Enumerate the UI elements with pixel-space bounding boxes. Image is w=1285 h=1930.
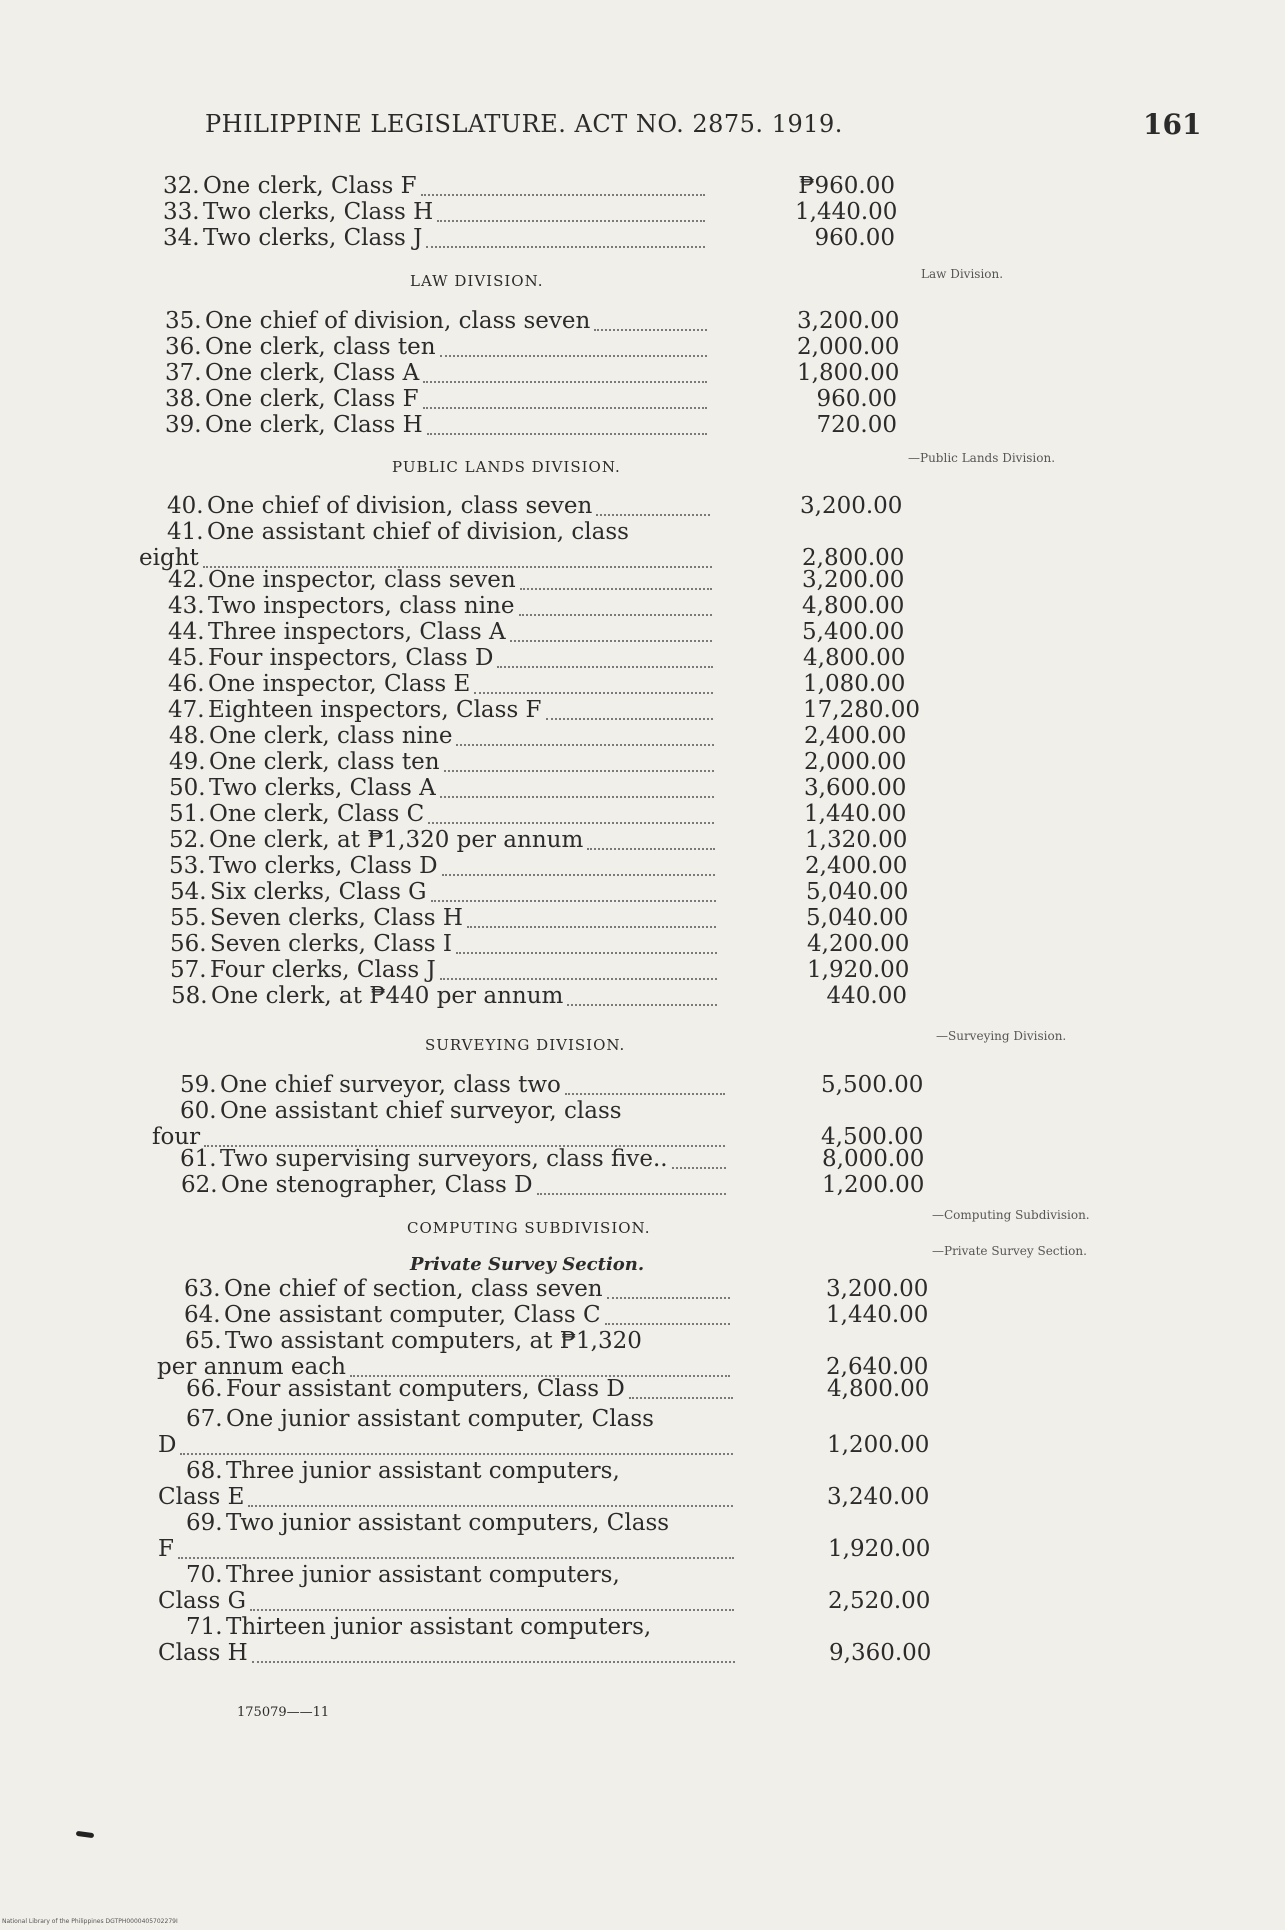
item-amount: 3,200.00 xyxy=(800,493,903,519)
leader-dots xyxy=(546,718,713,720)
leader-dots xyxy=(248,1505,733,1507)
leader-dots xyxy=(423,381,707,383)
item-amount: 5,500.00 xyxy=(821,1072,924,1098)
leader-dots xyxy=(456,952,717,954)
margin-note-public-lands: —Public Lands Division. xyxy=(908,451,1056,465)
item-amount: 1,920.00 xyxy=(828,1536,931,1562)
item-amount: 1,800.00 xyxy=(797,360,900,386)
item-number: 45. xyxy=(168,645,205,671)
leader-dots xyxy=(672,1167,726,1169)
item-amount: 3,600.00 xyxy=(804,775,907,801)
item-description: One assistant chief of division, class xyxy=(207,519,629,545)
item-description: One chief surveyor, class two xyxy=(220,1072,561,1098)
leader-dots xyxy=(252,1661,735,1663)
item-number: 50. xyxy=(169,775,206,801)
item-amount: 1,200.00 xyxy=(827,1432,930,1458)
item-description: One chief of division, class seven xyxy=(205,308,591,334)
item-amount: 2,000.00 xyxy=(797,334,900,360)
item-description: Two clerks, Class D xyxy=(209,853,438,879)
item-description: One clerk, Class F xyxy=(205,386,419,412)
leader-dots xyxy=(180,1453,733,1455)
section-heading-private-survey: Private Survey Section. xyxy=(410,1254,645,1275)
item-description: One inspector, class seven xyxy=(208,567,516,593)
item-amount: 1,320.00 xyxy=(805,827,908,853)
item-amount: 960.00 xyxy=(816,386,897,412)
item-number: 46. xyxy=(168,671,205,697)
leader-dots xyxy=(587,848,715,850)
item-description: Two assistant computers, at ₱1,320 xyxy=(225,1328,642,1354)
item-number: 60. xyxy=(180,1098,217,1124)
leader-dots xyxy=(178,1557,734,1559)
leader-dots xyxy=(427,433,707,435)
item-number: 67. xyxy=(186,1406,223,1432)
item-description: One assistant computer, Class C xyxy=(224,1302,601,1328)
item-description: Thirteen junior assistant computers, xyxy=(226,1614,652,1640)
leader-dots xyxy=(456,744,714,746)
margin-note-surveying: —Surveying Division. xyxy=(936,1029,1067,1043)
item-number: 49. xyxy=(169,749,206,775)
item-amount: 2,800.00 xyxy=(802,545,905,571)
item-amount: 1,920.00 xyxy=(807,957,910,983)
leader-dots xyxy=(440,796,714,798)
leader-dots xyxy=(431,900,716,902)
item-amount: 5,400.00 xyxy=(802,619,905,645)
item-number: 39. xyxy=(165,412,202,438)
item-description: One assistant chief surveyor, class xyxy=(220,1098,622,1124)
item-number: 33. xyxy=(163,199,200,225)
item-amount: 4,200.00 xyxy=(807,931,910,957)
leader-dots xyxy=(607,1297,730,1299)
item-number: 40. xyxy=(167,493,204,519)
item-number: 42. xyxy=(168,567,205,593)
section-heading-surveying: SURVEYING DIVISION. xyxy=(425,1036,626,1054)
item-number: 38. xyxy=(165,386,202,412)
item-description: One chief of division, class seven xyxy=(207,493,593,519)
item-description-continued: per annum each xyxy=(157,1354,346,1380)
item-amount: 1,440.00 xyxy=(795,199,898,225)
item-amount: 8,000.00 xyxy=(822,1146,925,1172)
item-number: 59. xyxy=(180,1072,217,1098)
item-number: 44. xyxy=(168,619,205,645)
item-description: Six clerks, Class G xyxy=(210,879,427,905)
item-amount: 1,080.00 xyxy=(803,671,906,697)
item-description: One clerk, Class H xyxy=(205,412,423,438)
item-description-continued: Class H xyxy=(158,1640,248,1666)
item-number: 63. xyxy=(184,1276,221,1302)
leader-dots xyxy=(567,1004,717,1006)
item-number: 52. xyxy=(169,827,206,853)
leader-dots xyxy=(510,640,712,642)
item-amount: 3,200.00 xyxy=(797,308,900,334)
item-amount: 4,800.00 xyxy=(803,645,906,671)
item-amount: 2,400.00 xyxy=(804,723,907,749)
leader-dots xyxy=(442,874,715,876)
item-description-continued: Class G xyxy=(158,1588,246,1614)
item-number: 58. xyxy=(171,983,208,1009)
item-description: Two supervising surveyors, class five.. xyxy=(220,1146,668,1172)
item-amount: 2,000.00 xyxy=(804,749,907,775)
item-number: 34. xyxy=(163,225,200,251)
item-amount: 1,440.00 xyxy=(804,801,907,827)
item-description: One clerk, Class F xyxy=(203,173,417,199)
leader-dots xyxy=(596,514,710,516)
leader-dots xyxy=(594,329,707,331)
item-description: Four assistant computers, Class D xyxy=(226,1376,625,1402)
leader-dots xyxy=(428,822,714,824)
item-amount: 3,240.00 xyxy=(827,1484,930,1510)
leader-dots xyxy=(605,1323,730,1325)
leader-dots xyxy=(629,1397,733,1399)
item-description: Seven clerks, Class I xyxy=(210,931,452,957)
item-amount: 440.00 xyxy=(826,983,907,1009)
item-number: 54. xyxy=(170,879,207,905)
item-amount: 960.00 xyxy=(814,225,895,251)
item-description: Two clerks, Class H xyxy=(203,199,434,225)
item-description: One inspector, Class E xyxy=(208,671,471,697)
item-description: Three junior assistant computers, xyxy=(226,1562,620,1588)
item-number: 65. xyxy=(185,1328,222,1354)
item-description: Three inspectors, Class A xyxy=(208,619,506,645)
leader-dots xyxy=(519,614,712,616)
leader-dots xyxy=(440,355,707,357)
leader-dots xyxy=(423,407,707,409)
item-description: Four inspectors, Class D xyxy=(208,645,494,671)
item-description: One junior assistant computer, Class xyxy=(226,1406,654,1432)
item-amount: 9,360.00 xyxy=(829,1640,932,1666)
item-number: 68. xyxy=(186,1458,223,1484)
leader-dots xyxy=(444,770,714,772)
item-number: 66. xyxy=(186,1376,223,1402)
item-description: Seven clerks, Class H xyxy=(210,905,463,931)
item-amount: 3,200.00 xyxy=(802,567,905,593)
item-description: One clerk, at ₱1,320 per annum xyxy=(209,827,584,853)
running-header: PHILIPPINE LEGISLATURE. ACT NO. 2875. 1919. xyxy=(205,110,843,138)
item-number: 55. xyxy=(170,905,207,931)
margin-note-computing: —Computing Subdivision. xyxy=(932,1208,1090,1222)
item-number: 70. xyxy=(186,1562,223,1588)
leader-dots xyxy=(250,1609,734,1611)
item-amount: 1,440.00 xyxy=(826,1302,929,1328)
item-description: One chief of section, class seven xyxy=(224,1276,603,1302)
item-description: Two clerks, Class A xyxy=(209,775,436,801)
item-description: One clerk, at ₱440 per annum xyxy=(211,983,564,1009)
section-heading-computing: COMPUTING SUBDIVISION. xyxy=(407,1219,651,1237)
item-amount: 4,800.00 xyxy=(802,593,905,619)
item-description: One clerk, class ten xyxy=(209,749,440,775)
item-description: One clerk, Class A xyxy=(205,360,420,386)
item-description: One stenographer, Class D xyxy=(221,1172,533,1198)
item-number: 37. xyxy=(165,360,202,386)
item-number: 36. xyxy=(165,334,202,360)
item-number: 61. xyxy=(180,1146,217,1172)
item-number: 64. xyxy=(184,1302,221,1328)
item-description: One clerk, class nine xyxy=(209,723,453,749)
item-amount: 5,040.00 xyxy=(806,879,909,905)
item-amount: 3,200.00 xyxy=(826,1276,929,1302)
leader-dots xyxy=(474,692,713,694)
leader-dots xyxy=(421,194,705,196)
section-heading-public-lands: PUBLIC LANDS DIVISION. xyxy=(392,458,621,476)
item-amount: 5,040.00 xyxy=(806,905,909,931)
item-number: 32. xyxy=(163,173,200,199)
scan-stamp: National Library of the Philippines DGTPH0000405702279I xyxy=(2,1918,178,1925)
item-number: 43. xyxy=(168,593,205,619)
item-amount: 17,280.00 xyxy=(803,697,921,723)
section-heading-law: LAW DIVISION. xyxy=(410,272,544,290)
leader-dots xyxy=(497,666,713,668)
item-amount: 4,800.00 xyxy=(827,1376,930,1402)
margin-note-private-survey: —Private Survey Section. xyxy=(932,1244,1087,1258)
item-description: Three junior assistant computers, xyxy=(226,1458,620,1484)
item-number: 35. xyxy=(165,308,202,334)
item-amount: ₱960.00 xyxy=(798,173,895,199)
item-amount: 2,520.00 xyxy=(828,1588,931,1614)
item-number: 41. xyxy=(167,519,204,545)
leader-dots xyxy=(426,246,705,248)
item-number: 71. xyxy=(186,1614,223,1640)
item-number: 56. xyxy=(170,931,207,957)
item-amount: 2,640.00 xyxy=(826,1354,929,1380)
item-number: 48. xyxy=(169,723,206,749)
signature-mark: 175079——11 xyxy=(237,1705,330,1720)
item-amount: 720.00 xyxy=(816,412,897,438)
item-description-continued: eight xyxy=(139,545,199,571)
item-number: 62. xyxy=(181,1172,218,1198)
item-number: 53. xyxy=(169,853,206,879)
item-number: 51. xyxy=(169,801,206,827)
item-description-continued: four xyxy=(152,1124,201,1150)
item-number: 47. xyxy=(168,697,205,723)
item-number: 69. xyxy=(186,1510,223,1536)
item-description-continued: F xyxy=(158,1536,174,1562)
item-number: 57. xyxy=(170,957,207,983)
item-description: Eighteen inspectors, Class F xyxy=(208,697,542,723)
page-number: 161 xyxy=(1143,108,1202,141)
item-description-continued: Class E xyxy=(158,1484,245,1510)
margin-note-law: Law Division. xyxy=(921,267,1004,281)
leader-dots xyxy=(437,220,705,222)
item-amount: 4,500.00 xyxy=(821,1124,924,1150)
item-description: Two clerks, Class J xyxy=(203,225,423,251)
leader-dots xyxy=(467,926,716,928)
item-description: Four clerks, Class J xyxy=(210,957,436,983)
leader-dots xyxy=(440,978,717,980)
leader-dots xyxy=(565,1093,725,1095)
item-amount: 2,400.00 xyxy=(805,853,908,879)
item-description: One clerk, Class C xyxy=(209,801,425,827)
leader-dots xyxy=(520,588,712,590)
item-description: One clerk, class ten xyxy=(205,334,436,360)
ink-smudge xyxy=(76,1831,95,1838)
item-description: Two junior assistant computers, Class xyxy=(226,1510,670,1536)
item-description: Two inspectors, class nine xyxy=(208,593,515,619)
leader-dots xyxy=(537,1193,726,1195)
item-description-continued: D xyxy=(158,1432,177,1458)
item-amount: 1,200.00 xyxy=(822,1172,925,1198)
